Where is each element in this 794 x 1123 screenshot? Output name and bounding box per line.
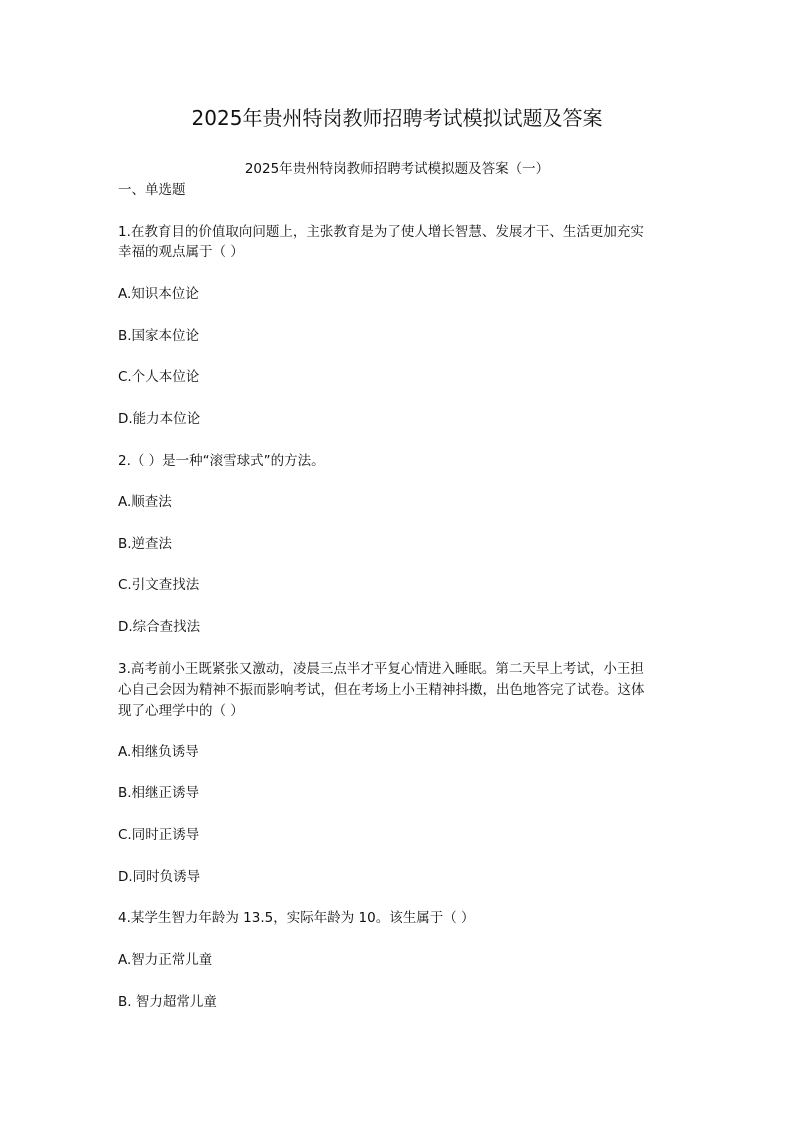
question-1-stem-line-2: 幸福的观点属于（ ） [118,244,244,260]
question-1-option-a: A.知识本位论 [118,286,199,302]
question-1-stem-line-1: 1.在教育目的价值取向问题上，主张教育是为了使人增长智慧、发展才干、生活更加充实 [118,224,644,240]
question-2-option-d: D.综合查找法 [118,619,201,635]
question-3-stem-line-3: 现了心理学中的（ ） [118,703,244,719]
question-2-option-a: A.顺查法 [118,494,172,510]
question-3-stem-line-2: 心自己会因为精神不振而影响考试，但在考场上小王精神抖擞，出色地答完了试卷。这体 [118,682,645,698]
question-1-option-d: D.能力本位论 [118,411,201,427]
question-2-option-b: B.逆查法 [118,536,173,552]
question-1-option-b: B.国家本位论 [118,328,200,344]
question-2-option-c: C.引文查找法 [118,577,200,593]
question-1-option-c: C.个人本位论 [118,369,200,385]
question-3-option-c: C.同时正诱导 [118,827,200,843]
question-4-option-a: A.智力正常儿童 [118,952,213,968]
document-title: 2025年贵州特岗教师招聘考试模拟试题及答案 [191,106,603,130]
section-heading: 一、单选题 [118,182,186,198]
question-3-option-b: B.相继正诱导 [118,785,200,801]
question-4-option-b: B. 智力超常儿童 [118,994,217,1010]
question-3-option-d: D.同时负诱导 [118,869,201,885]
document-subtitle: 2025年贵州特岗教师招聘考试模拟题及答案（一） [244,161,550,177]
question-3-stem-line-1: 3.高考前小王既紧张又激动，凌晨三点半才平复心情进入睡眠。第二天早上考试，小王担 [118,661,644,677]
question-3-option-a: A.相继负诱导 [118,744,199,760]
question-4-stem: 4.某学生智力年龄为 13.5，实际年龄为 10。该生属于（ ） [118,910,475,926]
question-2-stem: 2.（ ）是一种“滚雪球式”的方法。 [118,453,325,469]
